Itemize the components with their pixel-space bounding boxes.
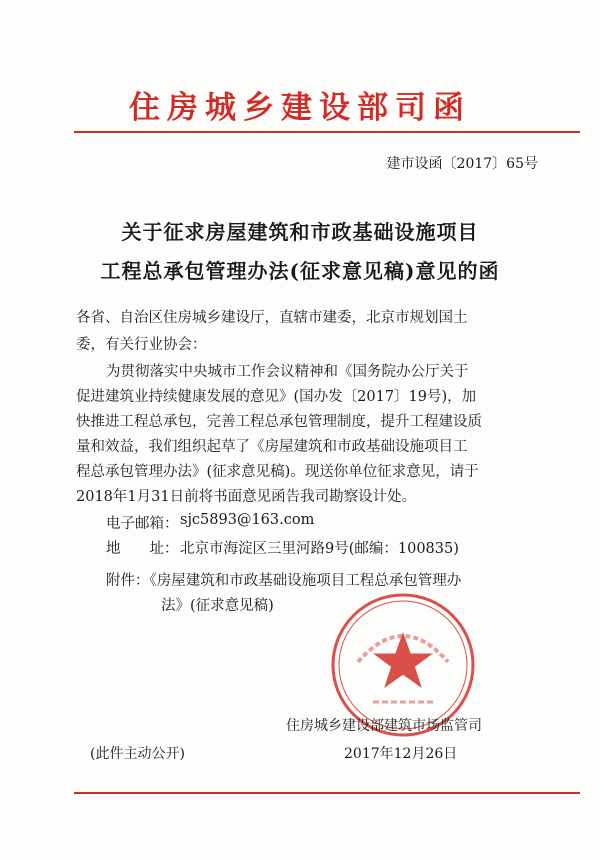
recipients-line-2: 委，有关行业协会： [76, 337, 207, 353]
document-number: 建市设函〔2017〕65号 [386, 156, 538, 172]
footer-red-rule [74, 792, 580, 794]
body-paragraph-line-1: 为贯彻落实中央城市工作会议精神和《国务院办公厅关于 [106, 364, 469, 380]
letterhead-title: 住房城乡建设部司函 [129, 90, 471, 126]
address-label: 地 址： [106, 541, 179, 557]
document-title-line-1: 关于征求房屋建筑和市政基础设施项目 [121, 220, 479, 244]
body-paragraph-line-2: 促进建筑业持续健康发展的意见》(国办发〔2017〕19号)，加 [76, 389, 477, 405]
address-value: 北京市海淀区三里河路9号(邮编：100835) [180, 541, 459, 557]
body-paragraph-line-6: 2018年1月31日前将书面意见函告我司勘察设计处。 [76, 489, 417, 505]
letterhead-red-rule [74, 131, 580, 133]
document-title-line-2: 工程总承包管理办法(征求意见稿)意见的函 [100, 259, 500, 283]
body-paragraph-line-4: 量和效益，我们组织起草了《房屋建筑和市政基础设施项目工 [76, 439, 468, 455]
email-value: sjc5893@163.com [180, 512, 315, 528]
signature-organization: 住房城乡建设部建筑市场监管司 [286, 718, 482, 734]
attachment-line-2: 法》(征求意见稿) [161, 598, 274, 614]
signature-date: 2017年12月26日 [344, 746, 458, 762]
email-label: 电子邮箱： [106, 516, 179, 532]
recipients-line-1: 各省、自治区住房城乡建设厅，直辖市建委，北京市规划国土 [76, 310, 468, 326]
public-release-note: (此件主动公开) [90, 746, 185, 762]
body-paragraph-line-5: 程总承包管理办法》(征求意见稿)。现送你单位征求意见，请于 [76, 464, 479, 480]
body-paragraph-line-3: 快推进工程总承包，完善工程总承包管理制度，提升工程建设质 [76, 414, 482, 430]
attachment-line-1: 附件：《房屋建筑和市政基础设施项目工程总承包管理办 [106, 573, 462, 589]
